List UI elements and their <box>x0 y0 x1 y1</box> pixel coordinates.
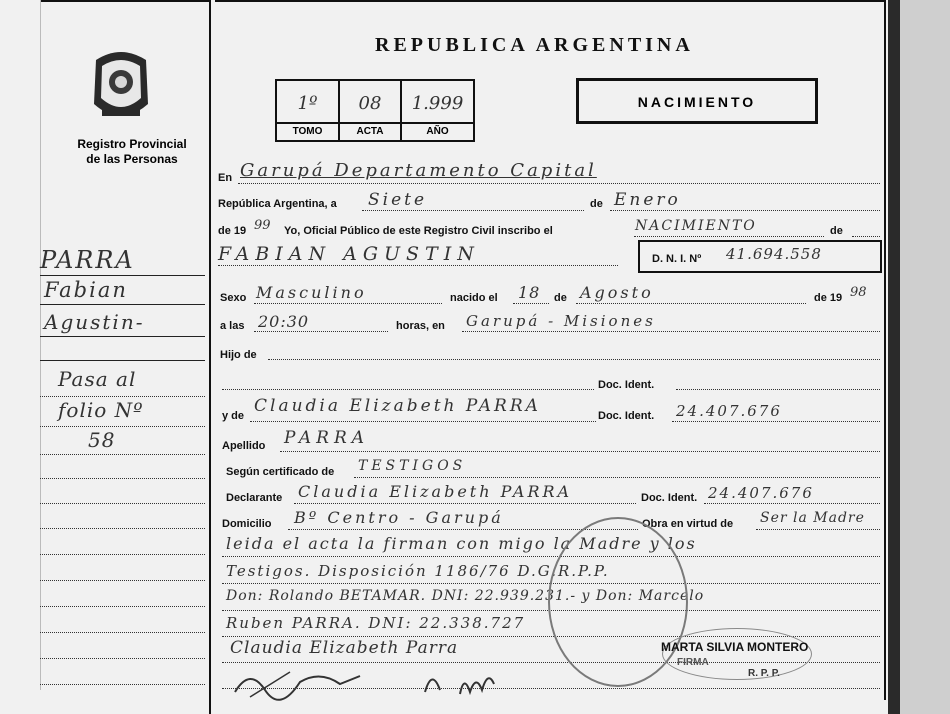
inscripcion-line <box>634 236 824 237</box>
margin-line <box>40 658 205 659</box>
alas-label: a las <box>220 320 245 332</box>
madre-doc-value: 24.407.676 <box>676 402 782 420</box>
hora-line <box>254 331 388 332</box>
obra-label: Obra en virtud de <box>642 518 734 530</box>
sexo-line <box>254 303 442 304</box>
margin-line <box>40 554 205 555</box>
doc-type-box <box>576 78 818 124</box>
margin-line <box>40 360 205 361</box>
dni-label: D. N. I. Nº <box>652 253 702 265</box>
hora-value: 20:30 <box>258 312 310 331</box>
madre-value: Claudia Elizabeth PARRA <box>254 396 541 416</box>
declarante-label: Declarante <box>226 492 283 504</box>
obra-line <box>756 529 880 530</box>
margin-line <box>40 275 205 276</box>
acta-cell <box>340 81 402 140</box>
en-label: En <box>218 172 233 184</box>
acta-label: ACTA <box>340 122 400 140</box>
y-de-label: y de <box>222 410 245 422</box>
margin-line <box>40 503 205 504</box>
doc-ident-label: Doc. Ident. <box>598 379 655 391</box>
declarante-line <box>294 503 636 504</box>
nacido-mes-line <box>576 303 806 304</box>
certificado-line <box>354 477 880 478</box>
ano-value: 1.999 <box>411 93 464 114</box>
domicilio-label: Domicilio <box>222 518 272 530</box>
declarante-doc-label: Doc. Ident. <box>641 492 698 504</box>
anio-value: 99 <box>254 218 271 233</box>
domicilio-value: Bº Centro - Garupá <box>294 508 504 527</box>
nacido-mes: Agosto <box>580 283 654 302</box>
hijo-label: Hijo de <box>220 349 257 361</box>
declarante-doc-line <box>704 503 880 504</box>
margin-line <box>40 580 205 581</box>
sexo-label: Sexo <box>220 292 247 304</box>
top-rule-left <box>40 0 210 2</box>
madre-doc-label: Doc. Ident. <box>598 410 655 422</box>
witness-signature-icon <box>230 662 370 702</box>
nacido-anio-prefix: de 19 <box>814 292 843 304</box>
en-line <box>238 183 880 184</box>
nota-line-1: leida el acta la firman con migo la Madre y los <box>226 534 697 553</box>
margin-line <box>40 606 205 607</box>
mes-line <box>610 210 880 211</box>
lugar-line <box>462 331 880 332</box>
official-name: MARTA SILVIA MONTERO <box>661 640 809 654</box>
dni-box <box>638 240 882 273</box>
margin-line <box>40 528 205 529</box>
ano-label: AÑO <box>402 122 473 140</box>
margin-line <box>40 426 205 427</box>
tomo-value: 1º <box>297 93 318 114</box>
margin-name1: Fabian <box>44 278 128 302</box>
declarante-doc-value: 24.407.676 <box>708 484 814 502</box>
nacido-dia: 18 <box>518 283 541 302</box>
nota-line-3: Don: Rolando BETAMAR. DNI: 22.939.231.- y Don: Marcelo <box>226 588 705 604</box>
hijo-line <box>268 359 880 360</box>
dni-value: 41.694.558 <box>726 245 822 263</box>
margin-name2: Agustin- <box>44 310 145 334</box>
apellido-label: Apellido <box>222 440 266 452</box>
dia-line <box>362 210 584 211</box>
horas-en-label: horas, en <box>396 320 445 332</box>
mes-value: Enero <box>614 190 681 210</box>
margin-note1: Pasa al <box>58 367 137 391</box>
certificado-label: Según certificado de <box>226 466 335 478</box>
tomo-cell <box>277 81 340 140</box>
padre-line <box>222 389 594 390</box>
nacido-label: nacido el <box>450 292 498 304</box>
official-role: FIRMA <box>677 657 709 668</box>
margin-note3: 58 <box>88 428 116 452</box>
margin-note2: folio Nº <box>58 398 144 422</box>
margin-line <box>40 304 205 305</box>
nacido-anio: 98 <box>850 285 867 300</box>
margin-line <box>40 396 205 397</box>
official-signature-icon <box>420 664 500 700</box>
doc-ident-line <box>676 389 880 390</box>
de-label-3: de <box>554 292 567 304</box>
anio-prefix: de 19 <box>218 225 247 237</box>
madre-doc-line <box>672 421 880 422</box>
right-border <box>884 0 886 700</box>
nota-line-1-rule <box>222 556 880 557</box>
page-title: REPUBLICA ARGENTINA <box>375 34 694 56</box>
office-abbr: R. P. P. <box>748 668 780 679</box>
nota-line-2: Testigos. Disposición 1186/76 D.G.R.P.P. <box>226 562 610 580</box>
left-guide <box>40 0 41 690</box>
certificado-value: TESTIGOS <box>358 458 467 474</box>
margin-line <box>40 478 205 479</box>
tomo-label: TOMO <box>277 122 338 140</box>
nombre-line <box>218 265 618 266</box>
de-line <box>852 236 880 237</box>
inscripcion-value: NACIMIENTO <box>635 218 757 234</box>
ano-cell <box>402 81 473 140</box>
margin-surname: PARRA <box>40 246 135 274</box>
doc-type-label: NACIMIENTO <box>637 94 757 110</box>
obra-value: Ser la Madre <box>760 510 865 526</box>
dia-value: Siete <box>368 190 428 210</box>
acta-value: 08 <box>358 93 382 114</box>
margin-line <box>40 454 205 455</box>
nombre-value: FABIAN AGUSTIN <box>218 243 480 265</box>
firma-line: Claudia Elizabeth Parra <box>230 638 459 658</box>
margin-line <box>40 632 205 633</box>
page-edge <box>888 0 950 714</box>
madre-line <box>250 421 596 422</box>
office-name: Registro Provincial de las Personas <box>77 137 187 166</box>
lugar-value: Garupá - Misiones <box>466 312 656 330</box>
de-label: de <box>590 198 603 210</box>
margin-line <box>40 336 205 337</box>
nacido-dia-line <box>513 303 549 304</box>
apellido-value: PARRA <box>284 428 370 448</box>
margin-line <box>40 684 205 685</box>
republica-label: República Argentina, a <box>218 198 337 210</box>
nota-line-4: Ruben PARRA. DNI: 22.338.727 <box>226 614 526 632</box>
declarante-value: Claudia Elizabeth PARRA <box>298 482 573 501</box>
top-rule-right <box>215 0 885 2</box>
apellido-line <box>280 451 880 452</box>
sexo-value: Masculino <box>256 283 367 302</box>
de-label-2: de <box>830 225 843 237</box>
en-value: Garupá Departamento Capital <box>240 160 597 181</box>
oficial-text: Yo, Oficial Público de este Registro Civil inscribo el <box>284 225 553 237</box>
margin-divider <box>209 0 211 714</box>
registry-table <box>275 79 475 142</box>
provincial-seal-icon <box>88 46 154 126</box>
official-stamp-icon <box>662 628 812 680</box>
